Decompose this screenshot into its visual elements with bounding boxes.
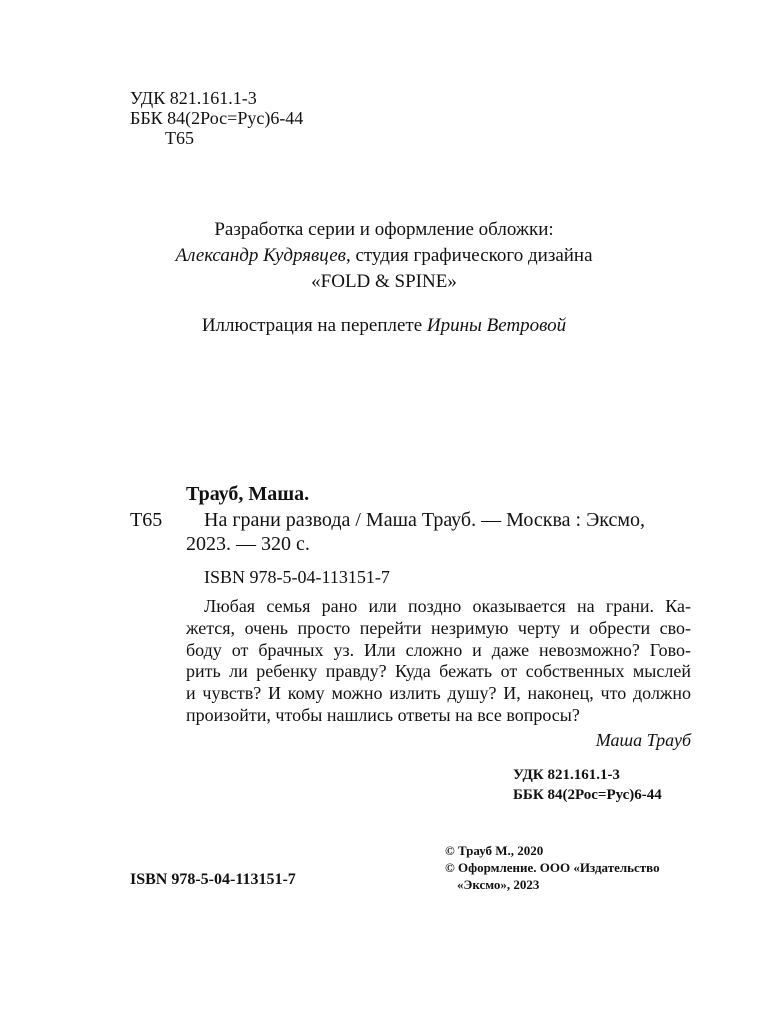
annotation-line: и чувств? И кому можно излить душу? И, наконец, что должно [186,683,691,703]
copyright-author: © Трауб М., 2020 [445,843,544,858]
annotation-line: боду от брачных уз. Или сложно и даже невозможно? Гово- [186,640,691,660]
copyright-design-line2: «Эксмо», 2023 [457,877,540,892]
bbk-top: ББК 84(2Рос=Рус)6-44 [130,108,304,128]
annotation-line: Любая семья рано или поздно оказывается на грани. Ка- [204,596,691,616]
design-credit-rest: , студия графического дизайна [345,245,593,266]
copyright-design-line1: © Оформление. ООО «Издательство [445,860,660,875]
author-mark-top: Т65 [165,128,194,148]
annotation-line: рить ли ребенку правду? Куда бежать от собственных мыслей [186,661,691,681]
footer-isbn: ISBN 978-5-04-113151-7 [130,871,296,888]
design-credit-line1: Разработка серии и оформление обложки: [214,219,554,240]
entry-heading: Трауб, Маша. [186,483,310,505]
entry-title-line1: На грани развода / Маша Трауб. — Москва : Эксмо, [204,509,646,531]
bbk-bottom: ББК 84(2Рос=Рус)6-44 [513,787,662,803]
annotation-signature: Маша Трауб [595,730,691,750]
udk-top: УДК 821.161.1-3 [130,88,257,108]
studio-name: «FOLD & SPINE» [311,271,457,292]
illustration-prefix: Иллюстрация на переплете [201,315,427,336]
entry-title-line2: 2023. — 320 с. [186,533,310,555]
annotation-line: произойти, чтобы нашлись ответы на все вопросы? [186,705,580,725]
design-credit-line2 [0,243,768,269]
entry-isbn: ISBN 978-5-04-113151-7 [204,567,390,587]
entry-author-mark: Т65 [130,509,163,531]
annotation-line: жется, очень просто перейти незримую черту и обрести сво- [186,618,691,638]
designer-name: Александр Кудрявцев [175,245,346,266]
udk-bottom: УДК 821.161.1-3 [513,767,620,783]
illustrator-name: Ирины Ветровой [426,315,567,336]
illustration-credit [0,313,768,339]
